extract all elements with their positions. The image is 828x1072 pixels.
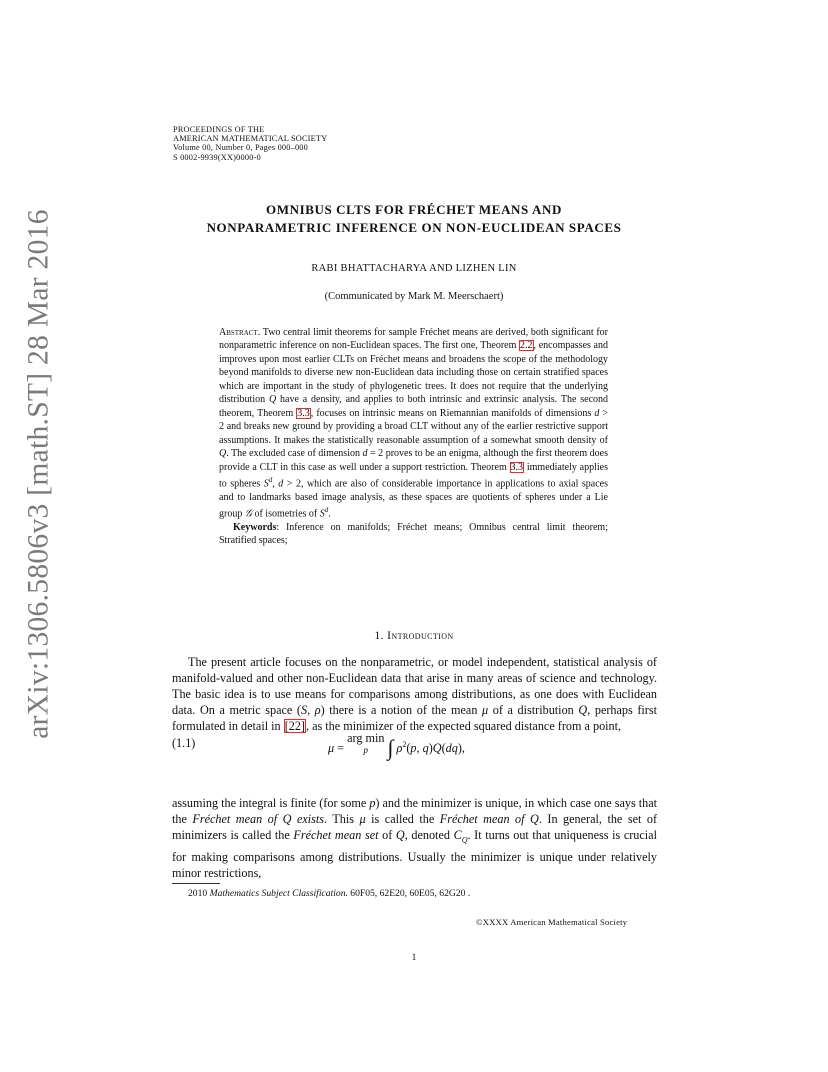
keywords: Keywords: Inference on manifolds; Fréchet means; Omnibus central limit theorem; Stratified spaces; (219, 522, 608, 547)
paper-title-line-2: NONPARAMETRIC INFERENCE ON NON-EUCLIDEAN SPACES (206, 220, 622, 235)
section-title: Introduction (387, 630, 454, 642)
equation-1-1: μ = arg min p ∫ $\rho^2(p$, q)Q(dq), (328, 731, 465, 760)
page-number: 1 (411, 953, 417, 963)
equation-number: (1.1) (172, 736, 196, 750)
copyright-notice: ©XXXX American Mathematical Society (476, 917, 628, 927)
footnote-rule (172, 883, 220, 884)
journal-header (173, 125, 327, 162)
intro-paragraph-1: The present article focuses on the nonparametric, or model independent, statistical analysis of manifold-valued and other non-Euclidean data that arise in many areas of science and technology. The basic idea is to use means for comparisons among distributions, as one does with Euclidean data. On a metric space (S, ρ) there is a notion of the mean μ of a distribution Q, perhaps first formulated in detail in [22], as the minimizer of the expected squared distance from a point, (172, 655, 657, 734)
arxiv-identifier[interactable]: arXiv:1306.5806v3 [math.ST] 28 Mar 2016 (22, 209, 55, 739)
intro-paragraph-2: assuming the integral is finite (for some p) and the minimizer is unique, in which case one says that the Fréchet mean of Q exists. This μ is called the Fréchet mean of Q. In general, the set of minimizers is called the Fréchet mean set of Q, denoted $C_Q$. It turns out that uniqueness is crucial for making comparisons among distributions. Usually the minimizer is unique under relatively minor restrictions, (172, 796, 658, 880)
theorem-link[interactable]: 2.2 (520, 340, 533, 352)
journal-header-line: PROCEEDINGS OF THE (173, 125, 265, 134)
theorem-link[interactable]: 3.3 (510, 461, 524, 473)
abstract (219, 326, 608, 548)
journal-header-line: S 0002-9939(XX)0000-0 (173, 152, 261, 162)
arxiv-stamp (0, 0, 70, 1072)
abstract-paragraph: Abstract. Two central limit theorems for sample Fréchet means are derived, both significant for nonparametric inference on non-Euclidean spaces. The first one, Theorem 2.2, encompasses and improves upon most earlier CLTs on Fréchet means and broadens the scope of the methodology beyond manifolds to diverse new non-Euclidean data including those on certain stratified spaces which are important in the study of phylogenetic trees. It does not require that the underlying distribution Q have a density, and applies to both intrinsic and extrinsic analysis. The second theorem, Theorem 3.3, focuses on intrinsic means on Riemannian manifolds of dimensions d > 2 and breaks new ground by providing a broad CLT without any of the earlier restrictive support assumptions. It makes the statistically reasonable assumption of a somewhat smooth density of Q. The excluded case of dimension d = 2 proves to be an enigma, although the first theorem does provide a CLT in this case as well under a support restriction. Theorem 3.3 immediately applies to spheres $S^d$, d > 2, which are also of considerable importance in applications to axial spaces and to landmarks based image analysis, as these spaces are quotients of spheres under a Lie group 𝒢 of isometries of $S^d$. (219, 327, 609, 520)
paper-title-line-1: OMNIBUS CLTS FOR FRÉCHET MEANS AND (266, 202, 562, 217)
abstract-label: Abstract. (219, 327, 261, 338)
keywords-label: Keywords (233, 522, 277, 533)
msc-footnote: 2010 Mathematics Subject Classification. 60F05, 62E20, 60E05, 62G20 . (188, 888, 471, 899)
communicated-by: (Communicated by Mark M. Meerschaert) (324, 291, 504, 302)
journal-header-line: AMERICAN MATHEMATICAL SOCIETY (173, 134, 328, 144)
paper-authors: RABI BHATTACHARYA AND LIZHEN LIN (311, 263, 517, 274)
section-heading (100, 630, 728, 642)
theorem-link[interactable]: 3.3 (297, 407, 310, 419)
journal-header-line: Volume 00, Number 0, Pages 000–000 (173, 143, 309, 153)
citation-link[interactable]: [22] (284, 719, 305, 734)
section-number: 1. (374, 630, 384, 642)
